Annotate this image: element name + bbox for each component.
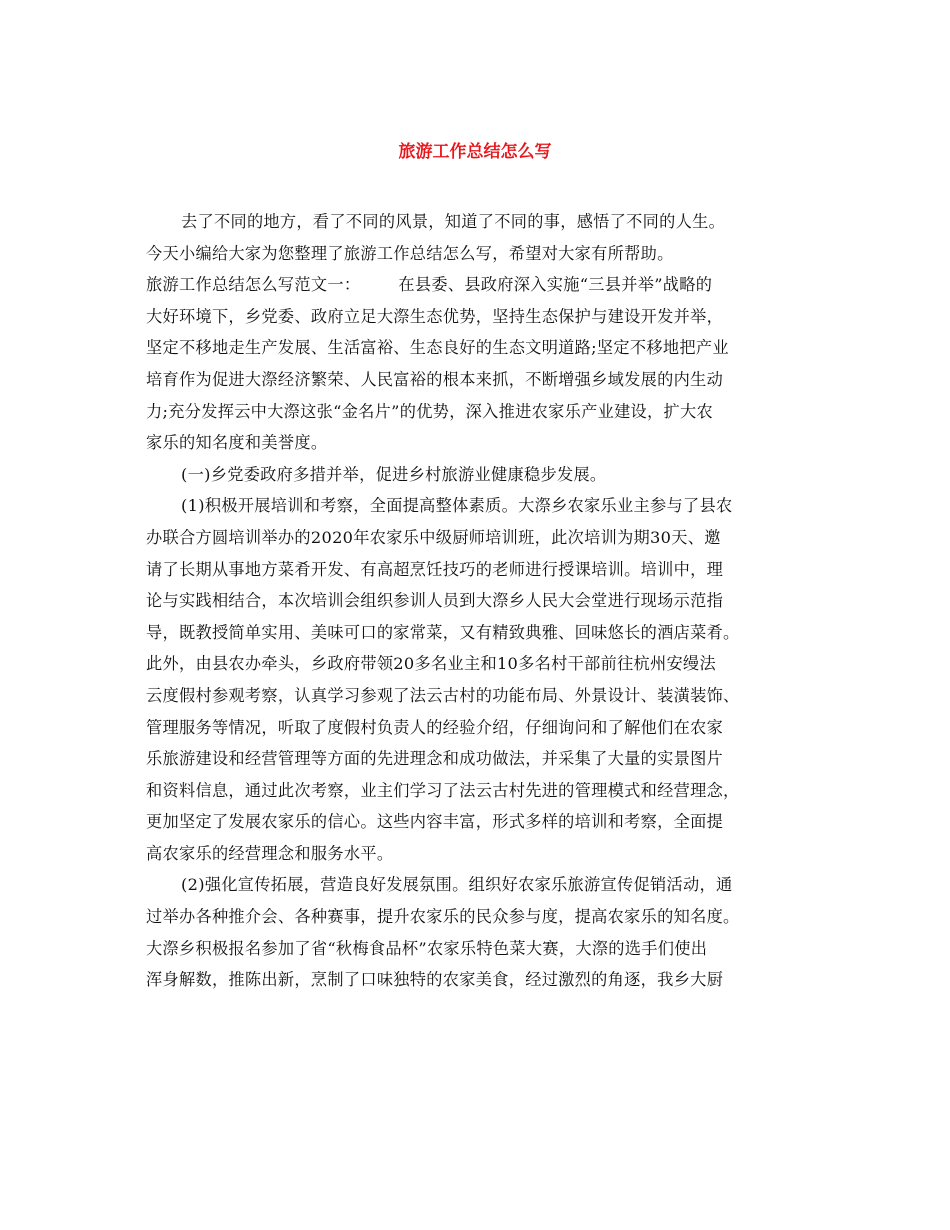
text-line: (2)强化宣传拓展，营造良好发展氛围。组织好农家乐旅游宣传促销活动，通 <box>181 875 733 895</box>
text-line: 办联合方圆培训举办的2020年农家乐中级厨师培训班，此次培训为期30天、邀 <box>146 527 721 547</box>
text-line: 力;充分发挥云中大漈这张“金名片”的优势，深入推进农家乐产业建设，扩大农 <box>146 401 713 421</box>
text-line: 管理服务等情况，听取了度假村负责人的经验介绍，仔细询问和了解他们在农家 <box>146 717 724 737</box>
text-line: 此外，由县农办牵头，乡政府带领20多名业主和10多名村干部前往杭州安缦法 <box>146 654 716 674</box>
text-line: 今天小编给大家为您整理了旅游工作总结怎么写，希望对大家有所帮助。 <box>146 243 674 263</box>
text-line: 乐旅游建设和经营管理等方面的先进理念和成功做法，并采集了大量的实景图片 <box>146 749 724 769</box>
text-line: 导，既教授简单实用、美味可口的家常菜，又有精致典雅、回味悠长的酒店菜肴。 <box>146 622 740 642</box>
text-line: 高农家乐的经营理念和服务水平。 <box>146 843 394 863</box>
document-body <box>146 206 806 996</box>
text-line: 浑身解数，推陈出新，烹制了口味独特的农家美食，经过激烈的角逐，我乡大厨 <box>146 970 724 990</box>
text-line: 论与实践相结合，本次培训会组织参训人员到大漈乡人民大会堂进行现场示范指 <box>146 591 724 611</box>
document-title: 旅游工作总结怎么写 <box>398 142 552 162</box>
text-line: 旅游工作总结怎么写范文一： 在县委、县政府深入实施“三县并举”战略的 <box>146 275 713 295</box>
text-line: 和资料信息，通过此次考察，业主们学习了法云古村先进的管理模式和经营理念， <box>146 780 740 800</box>
section-heading: 旅游工作总结怎么写范文一： <box>146 275 361 295</box>
text-line: 请了长期从事地方菜肴开发、有高超烹饪技巧的老师进行授课培训。培训中，理 <box>146 559 724 579</box>
text-line: 大漈乡积极报名参加了省“秋梅食品杯”农家乐特色菜大赛，大漈的选手们使出 <box>146 938 708 958</box>
text-line: (一)乡党委政府多措并举，促进乡村旅游业健康稳步发展。 <box>181 464 607 484</box>
text-line: 去了不同的地方，看了不同的风景，知道了不同的事，感悟了不同的人生。 <box>181 212 726 231</box>
text-line: 家乐的知名度和美誉度。 <box>146 433 328 453</box>
text-line: 培育作为促进大漈经济繁荣、人民富裕的根本来抓，不断增强乡域发展的内生动 <box>146 369 724 389</box>
text-line: (1)积极开展培训和考察，全面提高整体素质。大漈乡农家乐业主参与了县农 <box>181 496 733 516</box>
text-line: 坚定不移地走生产发展、生活富裕、生态良好的生态文明道路;坚定不移地把产业 <box>146 338 729 358</box>
text-line: 云度假村参观考察，认真学习参观了法云古村的功能布局、外景设计、装潢装饰、 <box>146 685 740 705</box>
text-line: 过举办各种推介会、各种赛事，提升农家乐的民众参与度，提高农家乐的知名度。 <box>146 907 740 927</box>
text-line: 更加坚定了发展农家乐的信心。这些内容丰富，形式多样的培训和考察，全面提 <box>146 812 724 832</box>
text-line: 大好环境下，乡党委、政府立足大漈生态优势，坚持生态保护与建设开发并举， <box>146 306 724 326</box>
